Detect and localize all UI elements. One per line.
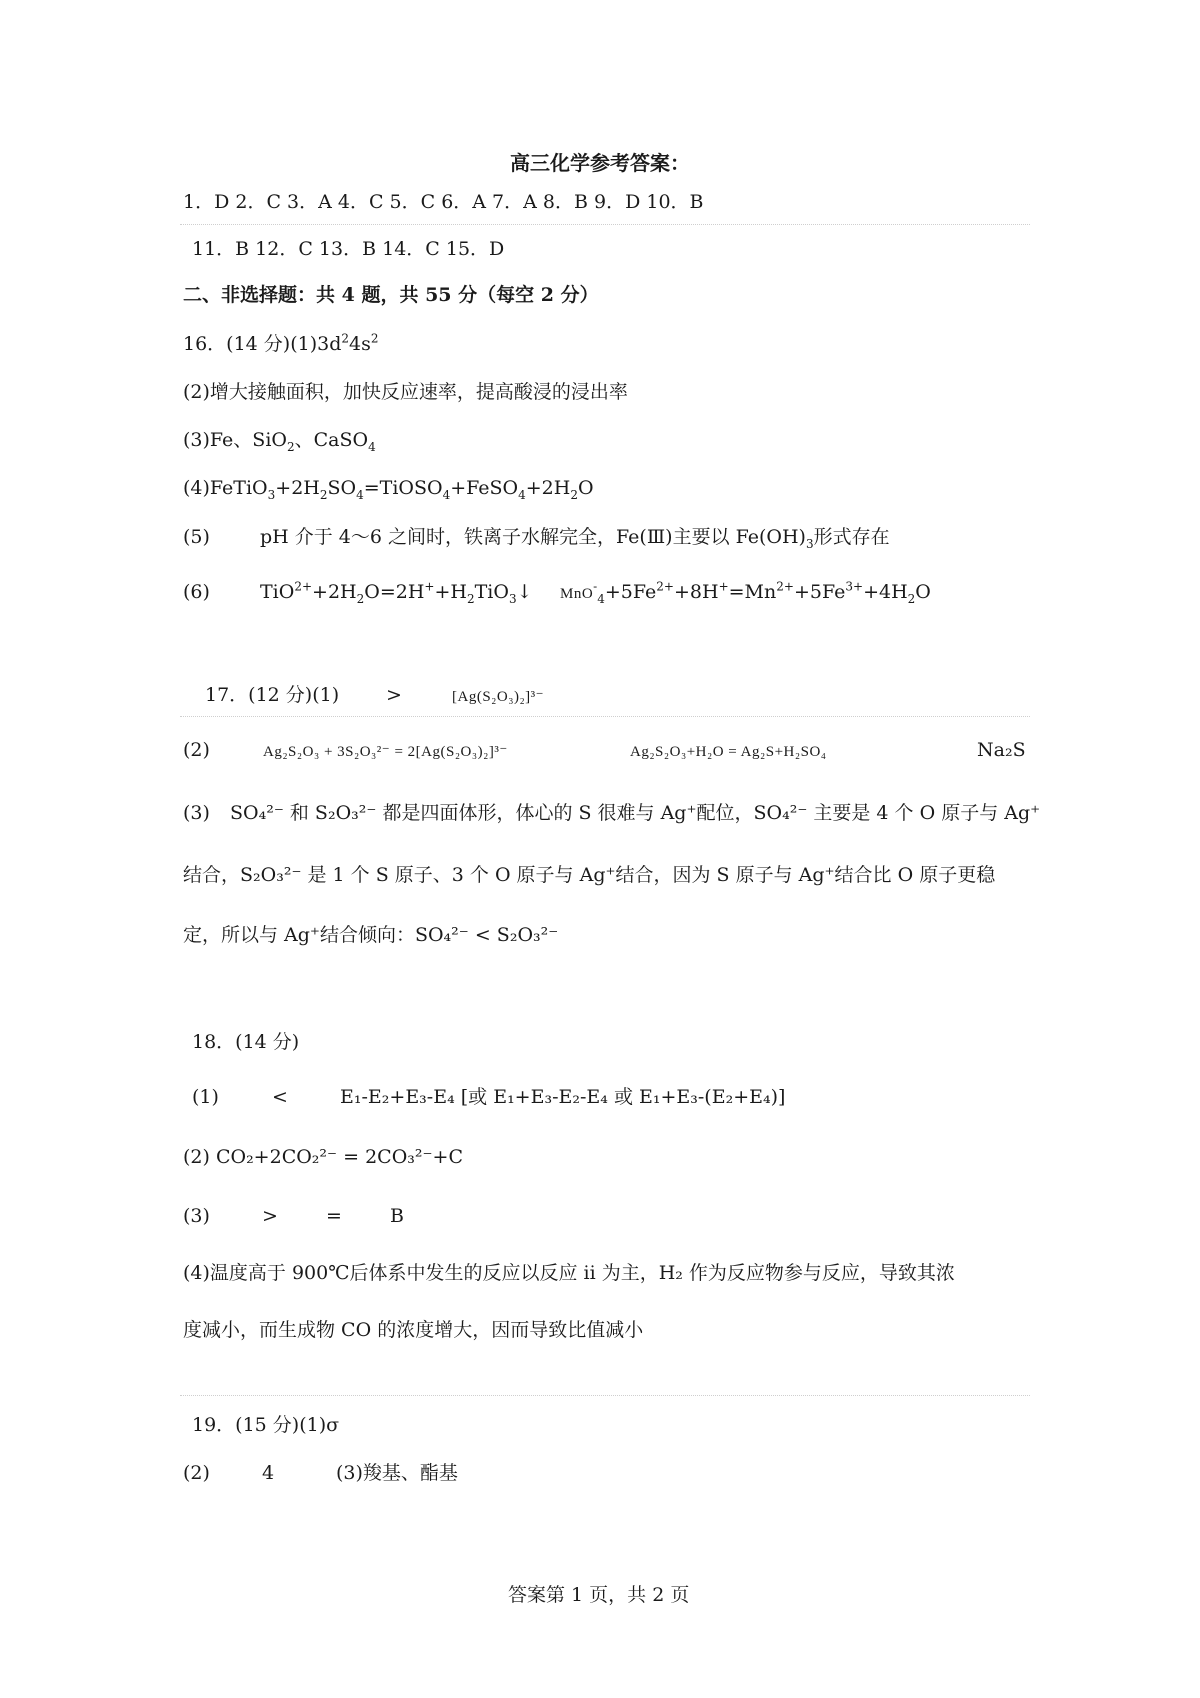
q19-answer-2-value: 4 xyxy=(262,1462,275,1484)
text: MnO xyxy=(560,586,594,602)
text: +FeSO xyxy=(450,477,519,499)
page-title: 高三化学参考答案： xyxy=(510,151,690,175)
q17-answer-1-symbol: > xyxy=(386,684,402,706)
q18-answer-3-label: (3) xyxy=(183,1205,210,1227)
text: =Mn xyxy=(728,581,777,603)
sub: 4 xyxy=(368,439,376,454)
text: +8H xyxy=(673,581,719,603)
q17-head: 17．(12 分)(1) xyxy=(205,684,340,706)
section-heading: 二、非选择题：共 4 题，共 55 分（每空 2 分） xyxy=(183,284,599,306)
sub: 2 xyxy=(286,439,295,454)
mc-answers-row-2: 11．B 12．C 13．B 14．C 15．D xyxy=(192,238,505,260)
sub: 3 xyxy=(267,487,276,502)
q17-answer-2-eq1: Ag₂S₂O₃ + 3S₂O₃²⁻ = 2[Ag(S₂O₃)₂]³⁻ xyxy=(263,744,508,760)
text: +2H xyxy=(525,477,571,499)
sup: 2 xyxy=(341,331,350,346)
text: pH 介于 4～6 之间时，铁离子水解完全，Fe(Ⅲ)主要以 Fe(OH) xyxy=(260,526,806,548)
text: +H xyxy=(434,581,467,603)
q16-answer-1 xyxy=(183,331,379,357)
q18-answer-1-symbol: < xyxy=(272,1086,288,1108)
sub: 2 xyxy=(319,487,328,502)
q18-head: 18．(14 分) xyxy=(192,1031,300,1053)
text: =TiOSO xyxy=(363,477,443,499)
q17-answer-3-line-3: 定，所以与 Ag⁺结合倾向：SO₄²⁻ < S₂O₃²⁻ xyxy=(183,924,559,946)
q17-answer-2-product: Na₂S xyxy=(977,739,1026,761)
q18-answer-2: (2) CO₂+2CO₂²⁻ = 2CO₃²⁻+C xyxy=(183,1146,463,1168)
dotted-divider xyxy=(180,224,1030,225)
dotted-divider xyxy=(180,1395,1030,1396)
q18-answer-3-c: B xyxy=(390,1205,404,1227)
q18-answer-4-line-1: (4)温度高于 900℃后体系中发生的反应以反应 ii 为主，H₂ 作为反应物参与反应，导致其浓 xyxy=(183,1262,955,1284)
sub: 4 xyxy=(442,487,451,502)
q17-answer-2-eq2: Ag₂S₂O₃+H₂O = Ag₂S+H₂SO₄ xyxy=(630,744,827,760)
q17-answer-3-line-2: 结合，S₂O₃²⁻ 是 1 个 S 原子、3 个 O 原子与 Ag⁺结合，因为 S 原子与 Ag⁺结合比 O 原子更稳 xyxy=(183,864,996,886)
text: (4)FeTiO xyxy=(183,477,268,499)
q16-answer-6-eq2 xyxy=(560,579,931,607)
text: +2H xyxy=(275,477,320,499)
text: O=2H xyxy=(364,581,425,603)
sub: 2 xyxy=(356,591,365,606)
q17-answer-3-label: (3) xyxy=(183,802,210,824)
sub: 3 xyxy=(805,536,814,551)
text: ↓ xyxy=(516,581,533,603)
sup: - xyxy=(593,579,598,594)
q16-answer-6-label: (6) xyxy=(183,581,210,603)
q16-answer-5 xyxy=(260,524,890,550)
q16-answer-4 xyxy=(183,475,594,501)
q16-answer-5-label: (5) xyxy=(183,526,210,548)
q16-answer-3 xyxy=(183,427,376,453)
mc-answers-row-1: 1．D 2．C 3．A 4．C 5．C 6．A 7．A 8．B 9．D 10．B xyxy=(183,191,704,213)
sub: 2 xyxy=(907,591,916,606)
text: 、CaSO xyxy=(294,429,369,451)
page-footer: 答案第 1 页，共 2 页 xyxy=(508,1584,690,1606)
text: SO xyxy=(327,477,357,499)
q18-answer-4-line-2: 度减小，而生成物 CO 的浓度增大，因而导致比值减小 xyxy=(183,1319,644,1341)
q17-answer-2-label: (2) xyxy=(183,739,210,761)
sub: 4 xyxy=(597,591,605,606)
sup: 2+ xyxy=(656,579,674,594)
text: (3)Fe、SiO xyxy=(183,429,287,451)
sup: + xyxy=(718,579,729,594)
q18-answer-3-a: > xyxy=(262,1205,278,1227)
text: TiO xyxy=(474,581,509,603)
sup: 2+ xyxy=(776,579,794,594)
q18-answer-3-b: = xyxy=(326,1205,342,1227)
text: +5Fe xyxy=(793,581,846,603)
q19-head: 19．(15 分)(1)σ xyxy=(192,1414,340,1436)
q19-answer-2-label: (2) xyxy=(183,1462,210,1484)
sub: 3 xyxy=(508,591,517,606)
text: 形式存在 xyxy=(813,526,890,548)
sup: 2+ xyxy=(294,579,313,594)
sup: 2 xyxy=(370,331,379,346)
q17-answer-1-complex: [Ag(S₂O₃)₂]³⁻ xyxy=(452,689,545,705)
text: +5Fe xyxy=(604,581,657,603)
q16-answer-2: (2)增大接触面积，加快反应速率，提高酸浸的浸出率 xyxy=(183,381,628,403)
sub: 4 xyxy=(356,487,364,502)
sup: + xyxy=(424,579,435,594)
sub: 2 xyxy=(570,487,578,502)
dotted-divider xyxy=(180,716,1030,717)
text: O xyxy=(915,581,931,603)
text: +4H xyxy=(863,581,908,603)
q16-answer-6-eq1 xyxy=(260,579,533,605)
text: 4s xyxy=(349,333,371,355)
text: +2H xyxy=(312,581,357,603)
q19-answer-3: (3)羧基、酯基 xyxy=(336,1462,458,1484)
sub: 4 xyxy=(518,487,526,502)
sup: 3+ xyxy=(845,579,864,594)
q16-head: 16．(14 分)(1)3d xyxy=(183,333,342,355)
q18-answer-1-label: (1) xyxy=(192,1086,219,1108)
q17-answer-3-line-1: SO₄²⁻ 和 S₂O₃²⁻ 都是四面体形，体心的 S 很难与 Ag⁺配位，SO₄²⁻ 主要是 4 个 O 原子与 Ag⁺ xyxy=(230,802,1041,824)
sub: 2 xyxy=(466,591,475,606)
text: TiO xyxy=(260,581,295,603)
q18-answer-1-expression: E₁-E₂+E₃-E₄ [或 E₁+E₃-E₂-E₄ 或 E₁+E₃-(E₂+E₄)] xyxy=(340,1086,786,1108)
text: O xyxy=(577,477,594,499)
